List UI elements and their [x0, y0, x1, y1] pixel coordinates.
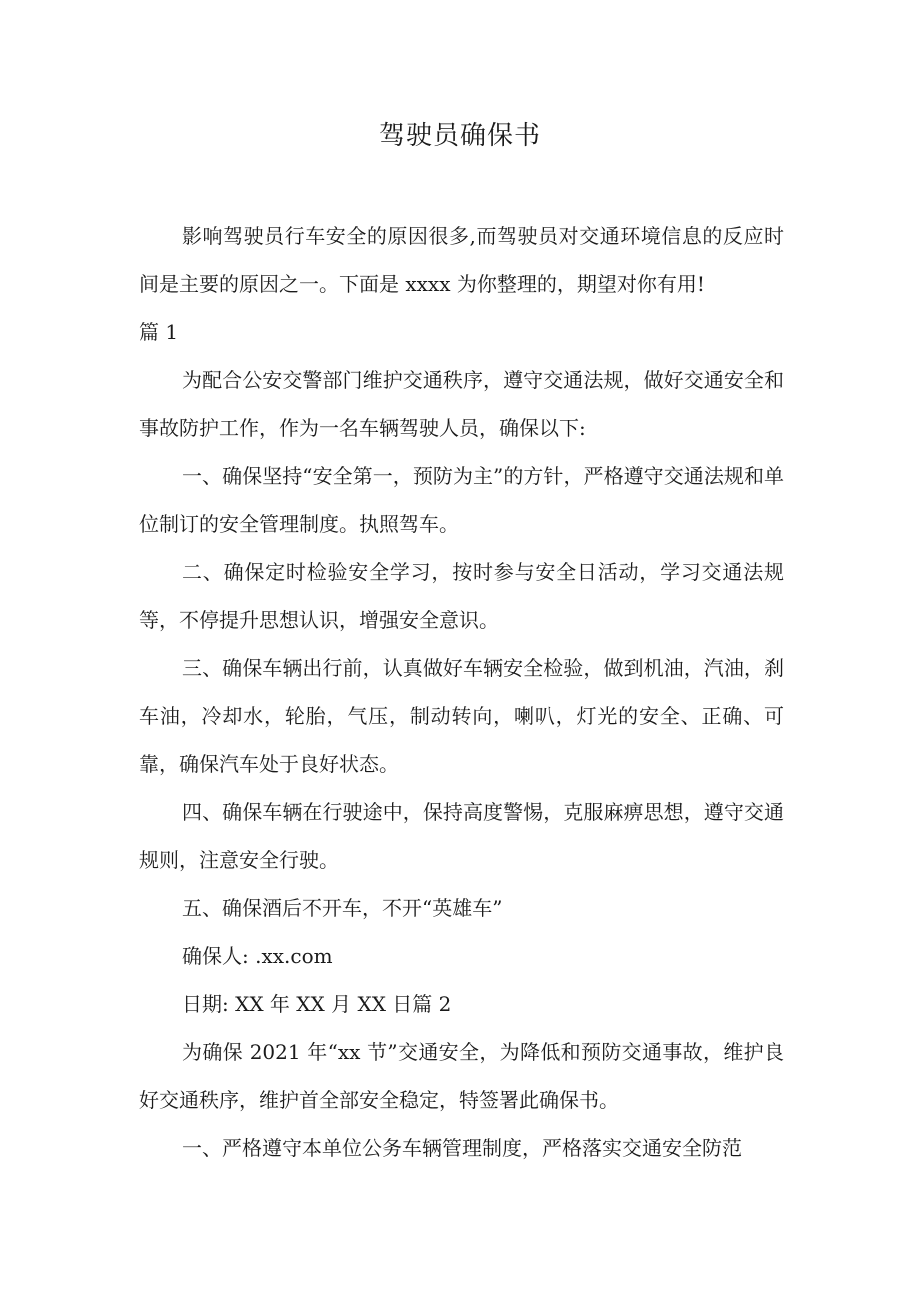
signer-line: 确保人: .xx.com	[182, 944, 333, 968]
section-heading-1: 篇 1	[139, 320, 179, 344]
paragraph-preamble-2: 为确保 2021 年“xx 节”交通安全，为降低和预防交通事故，维护良好交通秩序，维护首全部安全稳定，特签署此确保书。	[139, 1040, 784, 1112]
document-title: 驾驶员确保书	[378, 121, 541, 151]
document-body	[139, 212, 784, 1172]
paragraph-preamble: 为配合公安交警部门维护交通秩序，遵守交通法规，做好交通安全和事故防护工作，作为一名车辆驾驶人员，确保以下:	[139, 368, 784, 440]
paragraph-item-1: 一、确保坚持“安全第一，预防为主”的方针，严格遵守交通法规和单位制订的安全管理制度。执照驾车。	[139, 464, 784, 536]
date-line: 日期: XX 年 XX 月 XX 日篇 2	[182, 992, 452, 1016]
paragraph-item-4: 四、确保车辆在行驶途中，保持高度警惕，克服麻痹思想，遵守交通规则，注意安全行驶。	[139, 800, 784, 872]
paragraph-intro: 影响驾驶员行车安全的原因很多,而驾驶员对交通环境信息的反应时间是主要的原因之一。下面是 xxxx 为你整理的，期望对你有用!	[139, 224, 784, 296]
paragraph-item-5: 五、确保酒后不开车，不开“英雄车”	[182, 896, 503, 920]
paragraph-item-2-1: 一、严格遵守本单位公务车辆管理制度，严格落实交通安全防范	[182, 1136, 742, 1160]
paragraph-item-2: 二、确保定时检验安全学习，按时参与安全日活动，学习交通法规等，不停提升思想认识，增强安全意识。	[139, 560, 784, 632]
paragraph-item-3: 三、确保车辆出行前，认真做好车辆安全检验，做到机油，汽油，刹车油，冷却水，轮胎，气压，制动转向，喇叭，灯光的安全、正确、可靠，确保汽车处于良好状态。	[139, 656, 784, 776]
